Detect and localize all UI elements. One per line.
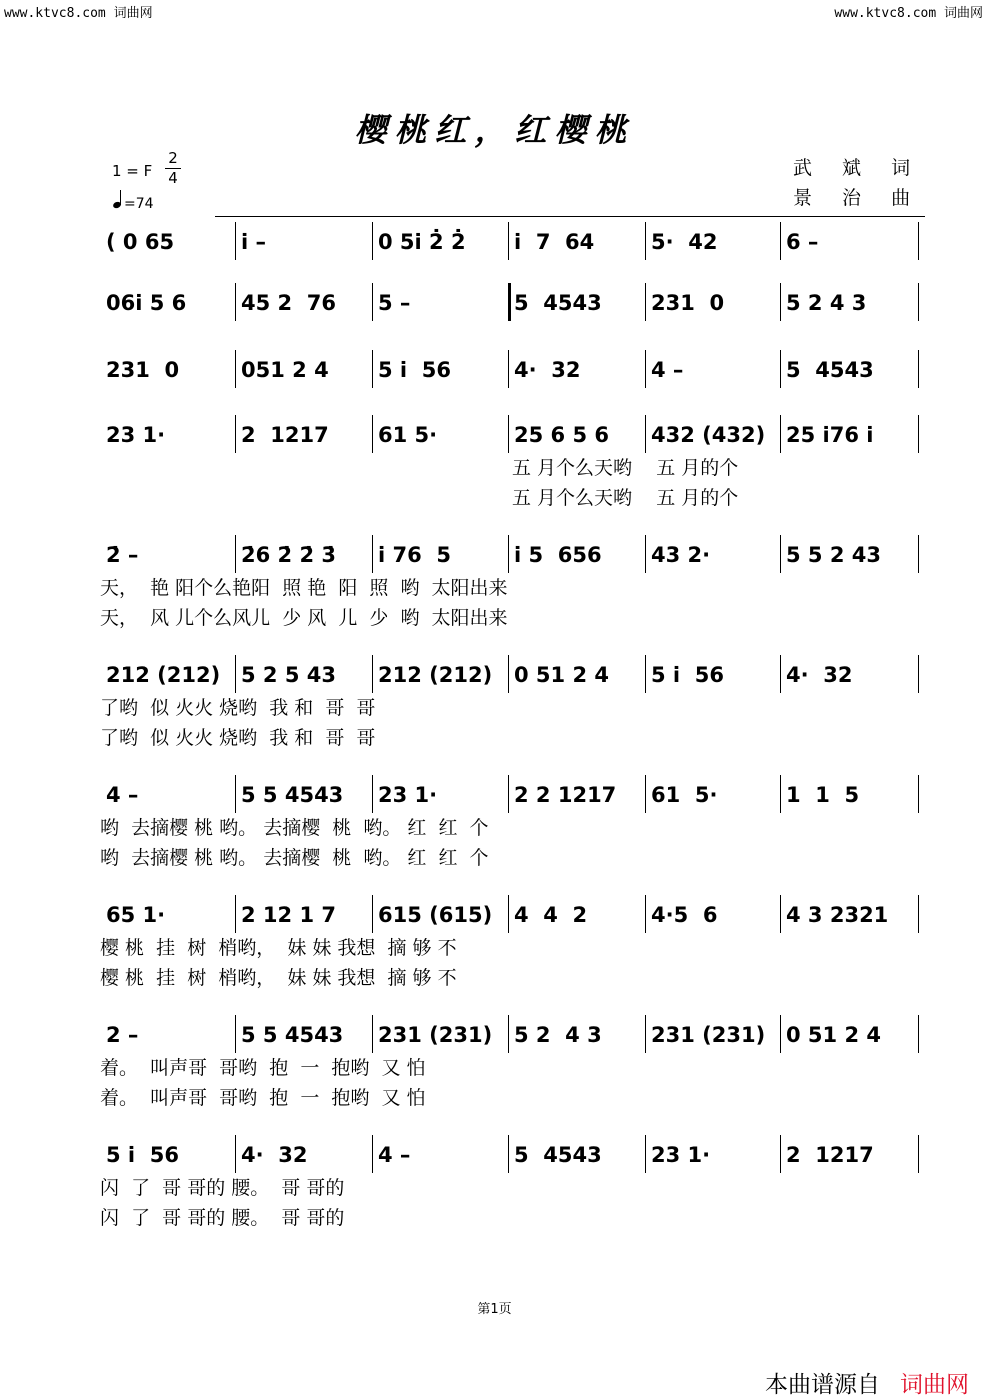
- barline: [780, 895, 781, 933]
- measure: 65 1·: [106, 903, 166, 927]
- barline: [235, 1015, 236, 1053]
- barline: [780, 775, 781, 813]
- measure: 2̇ –: [106, 543, 139, 567]
- measure: 4 –: [106, 783, 139, 807]
- barline: [918, 655, 919, 693]
- time-signature-top: 2: [168, 149, 178, 167]
- measure: 06i̇ 5 6: [106, 291, 187, 315]
- composer-credit: 景 治 曲: [793, 187, 923, 209]
- notes-line: [100, 283, 925, 321]
- barline: [372, 350, 373, 388]
- barline: [780, 283, 781, 321]
- barline: [372, 1135, 373, 1173]
- barline: [645, 222, 646, 260]
- measure: 5 2 5 43: [241, 663, 336, 687]
- lyric-line: 天， 艳 阳个么艳阳 照 艳 阳 照 哟 太阳出来: [100, 577, 508, 599]
- measure: 0 51 2 4: [786, 1023, 881, 1047]
- lyric-line: 闪 了 哥 哥的 腰。 哥 哥的: [100, 1207, 345, 1229]
- barline: [780, 1135, 781, 1173]
- notes-line: [100, 1015, 925, 1053]
- lyric-line: 哟 去摘樱 桃 哟。 去摘樱 桃 哟。 红 红 个: [100, 817, 489, 839]
- measure: 1 1 5: [786, 783, 860, 807]
- measure: 5 2 4 3: [514, 1023, 602, 1047]
- barline: [372, 775, 373, 813]
- barline: [372, 1015, 373, 1053]
- measure: i̇ 7 64: [514, 230, 595, 254]
- measure: i̇ 76 5: [378, 543, 451, 567]
- barline: [780, 1015, 781, 1053]
- lyric-line: 着。 叫声哥 哥哟 抱 一 抱哟 又 怕: [100, 1057, 426, 1079]
- measure: 4·5 6: [651, 903, 718, 927]
- barline: [918, 895, 919, 933]
- measure: 4 3 2321: [786, 903, 889, 927]
- barline: [645, 283, 646, 321]
- notes-line: [100, 1135, 925, 1173]
- barline: [235, 1135, 236, 1173]
- measure: 231 0: [106, 358, 180, 382]
- barline: [508, 775, 509, 813]
- measure: 231 (231): [378, 1023, 493, 1047]
- measure: 61 5·: [651, 783, 718, 807]
- measure: 5 4543: [786, 358, 874, 382]
- measure: 5 i̇ 56: [378, 358, 451, 382]
- lyric-line: 哟 去摘樱 桃 哟。 去摘樱 桃 哟。 红 红 个: [100, 847, 489, 869]
- barline: [918, 222, 919, 260]
- lyric-line: 天， 风 儿个么风儿 少 风 儿 少 哟 太阳出来: [100, 607, 508, 629]
- measure: 4· 32: [786, 663, 853, 687]
- measure: 45 2 76: [241, 291, 336, 315]
- measure: 615 (615): [378, 903, 493, 927]
- measure: 5 5 4543: [241, 1023, 344, 1047]
- barline: [508, 222, 509, 260]
- barline: [235, 283, 236, 321]
- barline: [645, 535, 646, 573]
- barline: [235, 775, 236, 813]
- barline: [780, 415, 781, 453]
- measure: 0 51 2 4: [514, 663, 609, 687]
- barline: [645, 775, 646, 813]
- barline: [235, 350, 236, 388]
- barline: [645, 1015, 646, 1053]
- measure: i̇ –: [241, 230, 267, 254]
- barline: [645, 895, 646, 933]
- measure: i̇ 5 656: [514, 543, 602, 567]
- source-credit: [765, 1366, 969, 1399]
- notes-line: [100, 415, 925, 453]
- barline: [645, 655, 646, 693]
- barline: [918, 283, 919, 321]
- measure: 231 0: [651, 291, 725, 315]
- measure: 5 i̇ 56: [651, 663, 724, 687]
- measure: 61 5·: [378, 423, 438, 447]
- measure: 43 2·: [651, 543, 711, 567]
- source-site: 词曲网: [900, 1372, 969, 1398]
- barline: [645, 350, 646, 388]
- measure: 4· 32: [514, 358, 581, 382]
- measure: 4· 32: [241, 1143, 308, 1167]
- measure: 432 (432): [651, 423, 766, 447]
- measure: 5 –: [378, 291, 411, 315]
- measure: 212 (212): [106, 663, 221, 687]
- barline: [235, 222, 236, 260]
- barline: [918, 415, 919, 453]
- time-signature-bottom: 4: [168, 169, 178, 187]
- measure: 2 1217: [241, 423, 329, 447]
- barline: [508, 1135, 509, 1173]
- measure: 2 12 1 7: [241, 903, 336, 927]
- phrase-line: [215, 216, 925, 217]
- barline: [372, 535, 373, 573]
- barline: [508, 283, 511, 321]
- barline: [918, 1015, 919, 1053]
- notes-line: [100, 350, 925, 388]
- tempo-value: =74: [124, 196, 154, 212]
- barline: [235, 415, 236, 453]
- measure: 5 4543: [514, 291, 602, 315]
- barline: [372, 895, 373, 933]
- notes-line: [100, 655, 925, 693]
- measure: 25 6 5 6: [514, 423, 609, 447]
- measure: 212 (212): [378, 663, 493, 687]
- barline: [918, 1135, 919, 1173]
- barline: [780, 222, 781, 260]
- notes-line: [100, 535, 925, 573]
- barline: [918, 350, 919, 388]
- barline: [918, 535, 919, 573]
- barline: [372, 283, 373, 321]
- measure: 6 –: [786, 230, 819, 254]
- measure: 23 1·: [106, 423, 166, 447]
- measure: 23 1·: [651, 1143, 711, 1167]
- barline: [235, 655, 236, 693]
- barline: [508, 895, 509, 933]
- lyricist-credit: 武 斌 词: [793, 157, 923, 179]
- lyric-line: 了哟 似 火火 烧哟 我 和 哥 哥: [100, 697, 376, 719]
- measure: 5 5 4543: [241, 783, 344, 807]
- measure: 5 i̇ 56: [106, 1143, 179, 1167]
- measure: 2̇6 2̇ 2̇ 3̇: [241, 543, 336, 567]
- lyric-line: 樱 桃 挂 树 梢哟， 妹 妹 我想 摘 够 不: [100, 967, 457, 989]
- barline: [645, 415, 646, 453]
- measure: 4 –: [651, 358, 684, 382]
- lyric-line: 了哟 似 火火 烧哟 我 和 哥 哥: [100, 727, 376, 749]
- watermark-right: www.ktvc8.com 词曲网: [834, 6, 983, 21]
- watermark-left: www.ktvc8.com 词曲网: [4, 6, 153, 21]
- barline: [918, 775, 919, 813]
- barline: [508, 1015, 509, 1053]
- measure: 231 (231): [651, 1023, 766, 1047]
- lyric-line: 着。 叫声哥 哥哟 抱 一 抱哟 又 怕: [100, 1087, 426, 1109]
- barline: [508, 415, 509, 453]
- notes-line: [100, 775, 925, 813]
- measure: 5 5 2 43: [786, 543, 881, 567]
- barline: [780, 535, 781, 573]
- notes-line: [100, 895, 925, 933]
- barline: [508, 350, 509, 388]
- barline: [372, 655, 373, 693]
- measure: 5 2 4 3: [786, 291, 867, 315]
- measure: 2 2 1217: [514, 783, 617, 807]
- lyric-line: 五 月个么天哟 五 月的个: [512, 457, 739, 479]
- barline: [372, 415, 373, 453]
- measure: 25 i̇76 i̇: [786, 423, 874, 447]
- barline: [235, 535, 236, 573]
- barline: [372, 222, 373, 260]
- barline: [780, 655, 781, 693]
- measure: 23 1·: [378, 783, 438, 807]
- barline: [508, 535, 509, 573]
- notes-line: [100, 222, 925, 260]
- measure: 4 –: [378, 1143, 411, 1167]
- barline: [780, 350, 781, 388]
- measure: 5 4543: [514, 1143, 602, 1167]
- lyric-line: 樱 桃 挂 树 梢哟， 妹 妹 我想 摘 够 不: [100, 937, 457, 959]
- measure: 0 5i̇ 2̇ 2̇: [378, 230, 466, 254]
- song-title: 樱桃红，红樱桃: [354, 111, 635, 149]
- barline: [235, 895, 236, 933]
- measure: 5· 42: [651, 230, 718, 254]
- measure: 4 4 2: [514, 903, 588, 927]
- page-number: 第1页: [477, 1302, 512, 1317]
- key-signature: 1 = F: [112, 162, 153, 180]
- measure: ( 0 65: [106, 230, 175, 254]
- measure: 2 –: [106, 1023, 139, 1047]
- measure: 2 1217: [786, 1143, 874, 1167]
- lyric-line: 闪 了 哥 哥的 腰。 哥 哥的: [100, 1177, 345, 1199]
- lyric-line: 五 月个么天哟 五 月的个: [512, 487, 739, 509]
- barline: [508, 655, 509, 693]
- measure: 051 2 4: [241, 358, 329, 382]
- barline: [645, 1135, 646, 1173]
- source-text: 本曲谱源自: [765, 1372, 880, 1398]
